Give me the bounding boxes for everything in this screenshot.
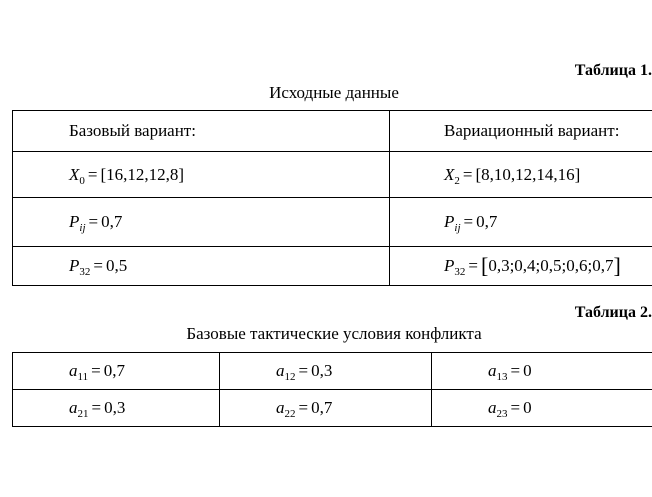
table1-title: Исходные данные bbox=[269, 83, 399, 102]
formula-a13: $a_{13} = 0$ bbox=[432, 353, 652, 390]
table-header-row bbox=[13, 111, 652, 152]
table-row bbox=[13, 198, 652, 247]
formula-a11: $a_{11} = 0,7$ bbox=[13, 353, 220, 390]
header-base-variant: Базовый вариант: bbox=[13, 111, 390, 152]
table-row bbox=[13, 152, 652, 198]
formula-a23: $a_{23} = 0$ bbox=[432, 390, 652, 427]
formula-a22: $a_{22} = 0,7$ bbox=[220, 390, 432, 427]
formula-pij-variation: $P_{ij} = 0,7$ bbox=[390, 198, 652, 247]
formula-a12: $a_{12} = 0,3$ bbox=[220, 353, 432, 390]
table2-caption: Таблица 2. bbox=[574, 304, 652, 321]
table-row bbox=[13, 390, 652, 427]
formula-x0: $X_0 = [16,12,12,8]$ bbox=[13, 152, 390, 198]
tactical-conditions-table bbox=[12, 352, 652, 427]
initial-data-table bbox=[12, 110, 652, 286]
header-variation-variant: Вариационный вариант: bbox=[390, 111, 652, 152]
formula-a21: $a_{21} = 0,3$ bbox=[13, 390, 220, 427]
formula-p32-base: $P_{32} = 0,5$ bbox=[13, 247, 390, 286]
table-row bbox=[13, 247, 652, 286]
formula-p32-variation: $P_{32}$ = [0,3;0,4;0,5;0,6;0,7] bbox=[390, 247, 652, 286]
table1-caption: Таблица 1. bbox=[574, 62, 652, 79]
table-row bbox=[13, 353, 652, 390]
table2-title: Базовые тактические условия конфликта bbox=[186, 324, 482, 343]
formula-x2: $X_2 = [8,10,12,14,16]$ bbox=[390, 152, 652, 198]
formula-pij-base: $P_{ij} = 0,7$ bbox=[13, 198, 390, 247]
